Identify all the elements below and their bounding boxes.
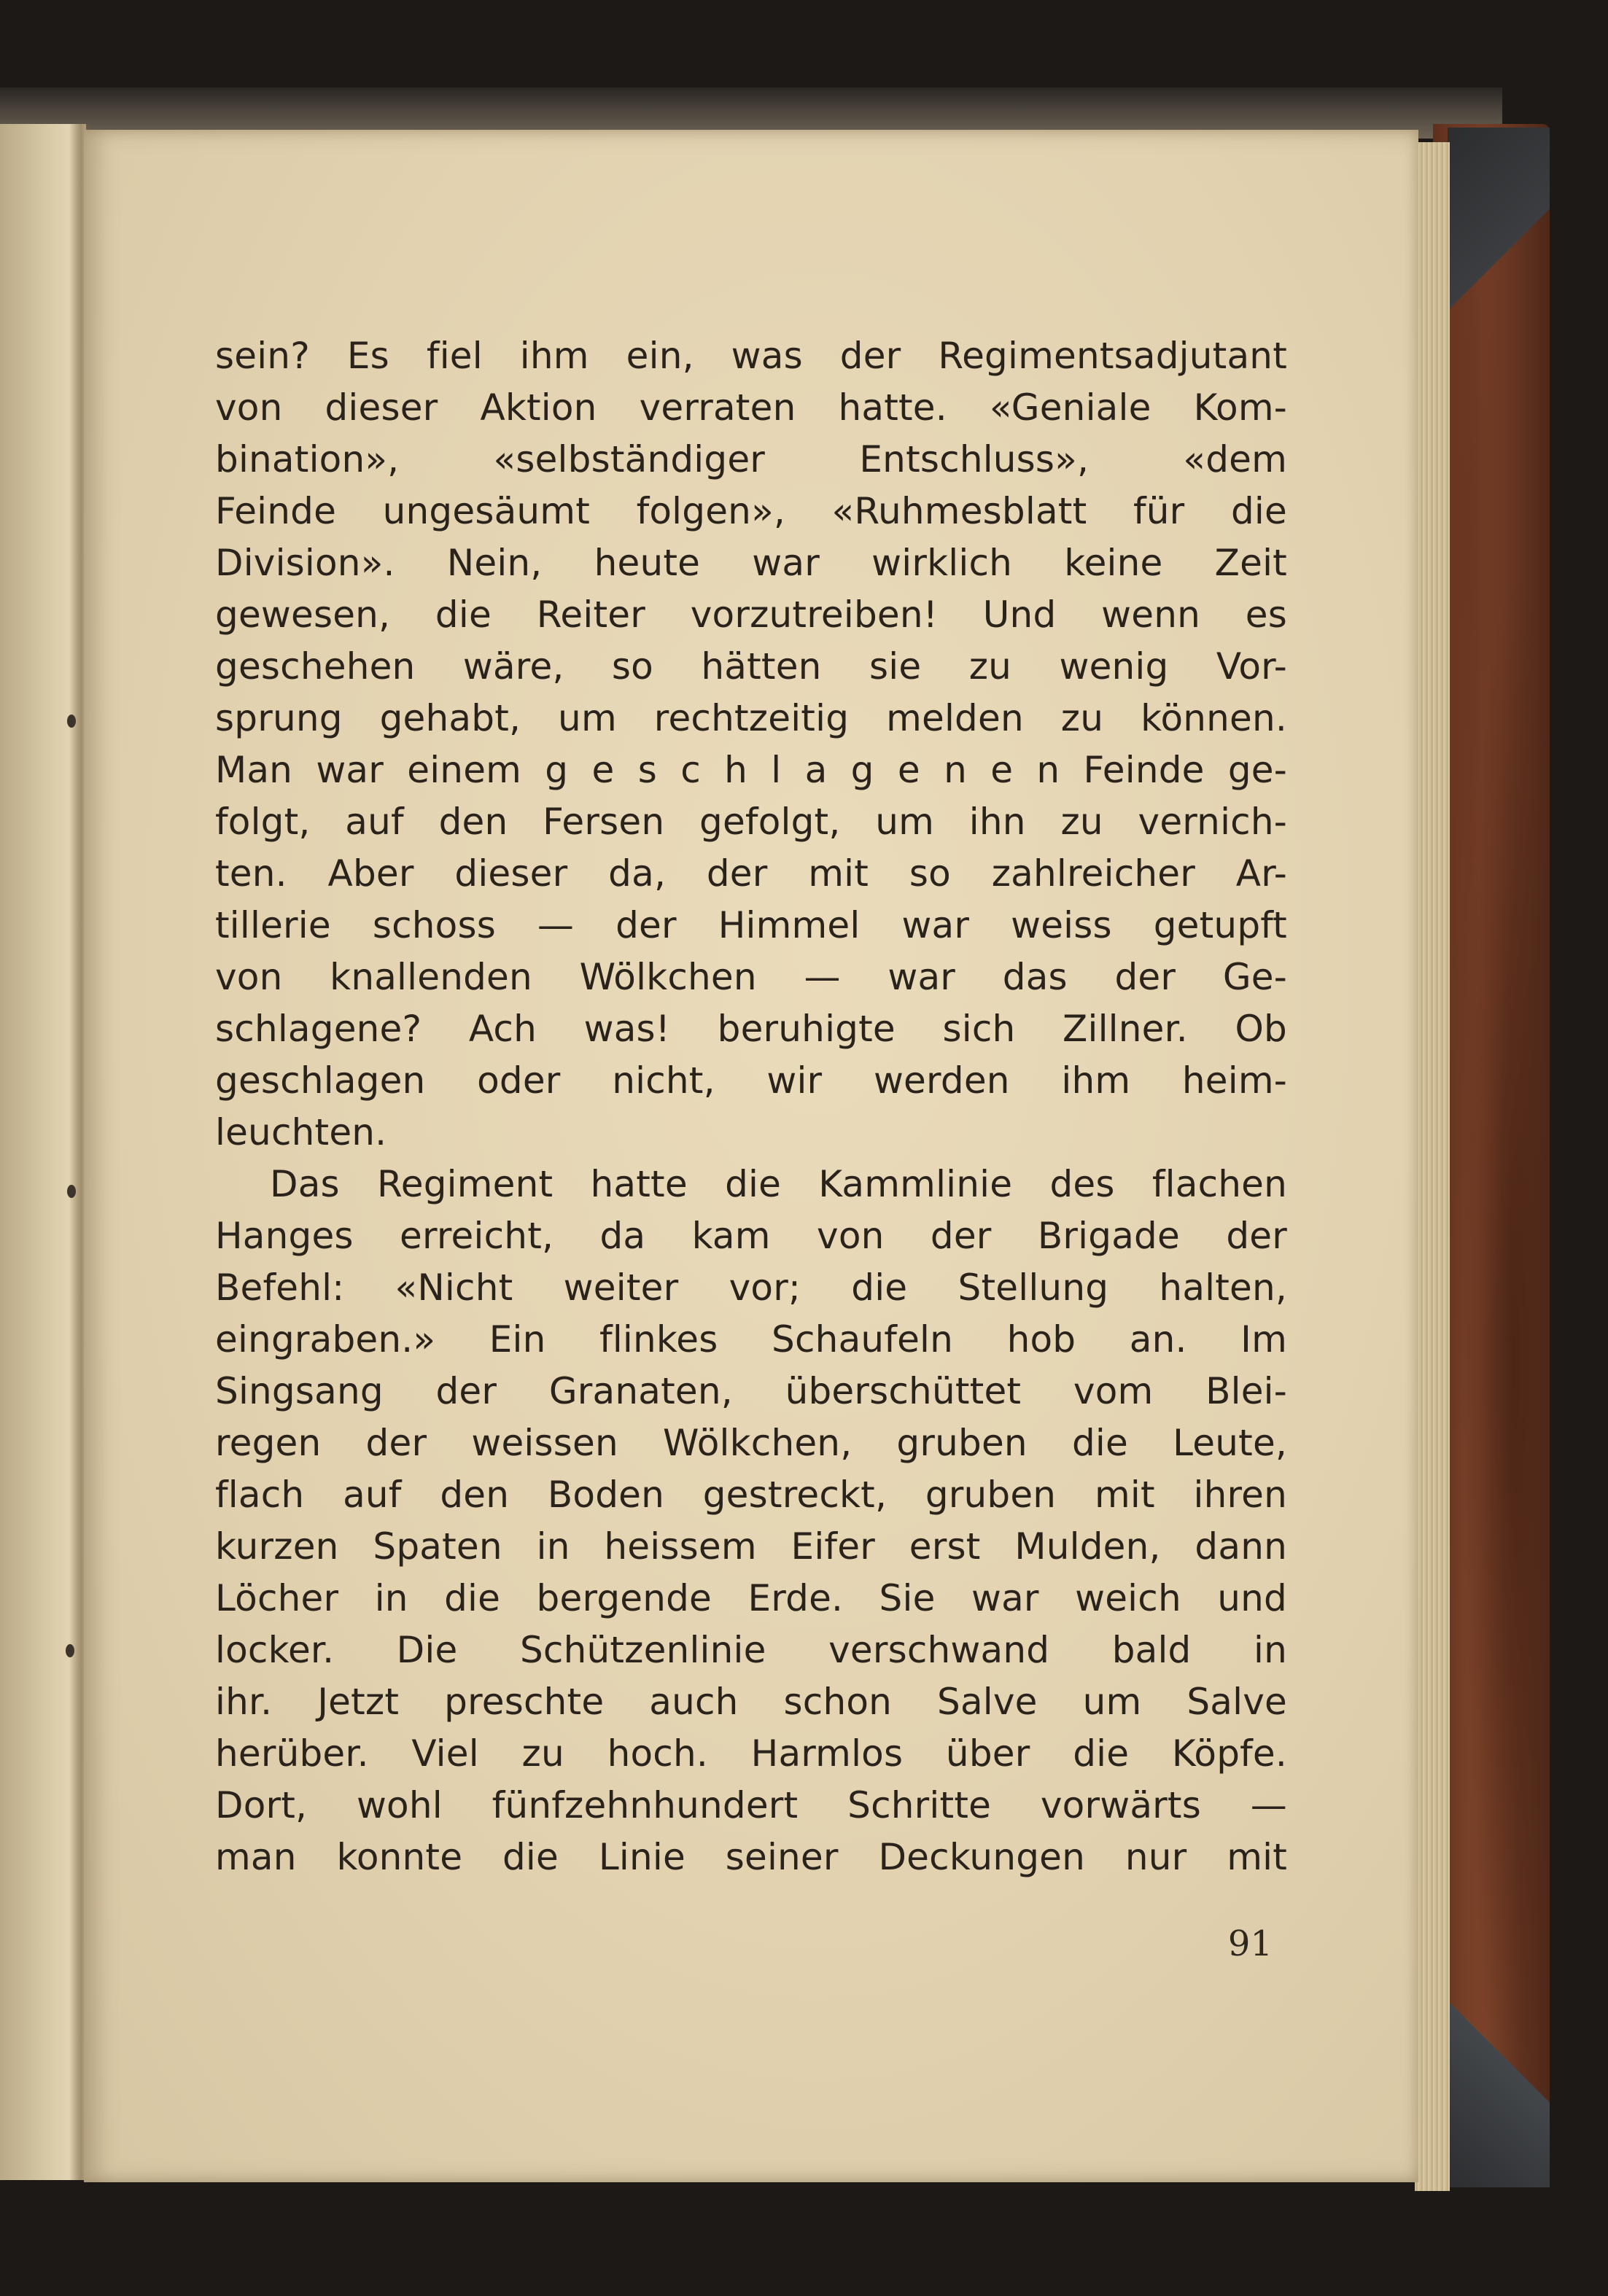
- text-line: von dieser Aktion verraten hatte. «Geniale Kom-: [215, 386, 1287, 429]
- text-line: Dort, wohl fünfzehnhundert Schritte vorwärts —: [215, 1784, 1287, 1826]
- binding-stitch: [67, 715, 76, 728]
- text-line: gewesen, die Reiter vorzutreiben! Und wenn es: [215, 594, 1287, 636]
- text-line: Division». Nein, heute war wirklich keine Zeit: [215, 542, 1287, 584]
- text-line: Singsang der Granaten, überschüttet vom Blei-: [215, 1370, 1287, 1412]
- text-line: regen der weissen Wölkchen, gruben die Leute,: [215, 1422, 1287, 1464]
- binding-stitch: [67, 1185, 76, 1198]
- text-line: ihr. Jetzt preschte auch schon Salve um Salve: [215, 1681, 1287, 1723]
- text-line: leuchten.: [215, 1111, 387, 1153]
- text-line: bination», «selbständiger Entschluss», «dem: [215, 438, 1287, 480]
- text-line: sein? Es fiel ihm ein, was der Regimentsadjutant: [215, 335, 1287, 377]
- text-line: von knallenden Wölkchen — war das der Ge-: [215, 956, 1287, 998]
- text-line: flach auf den Boden gestreckt, gruben mit ihren: [215, 1474, 1287, 1516]
- paragraph: [215, 330, 1287, 1159]
- text-line: Löcher in die bergende Erde. Sie war weich und: [215, 1577, 1287, 1619]
- book-page: [84, 130, 1418, 2182]
- text-line: sprung gehabt, um rechtzeitig melden zu können.: [215, 697, 1287, 739]
- text-line: Man war einem g e s c h l a g e n e n Feinde ge-: [215, 749, 1287, 791]
- page-text: [215, 330, 1287, 1883]
- text-line: folgt, auf den Fersen gefolgt, um ihn zu vernich-: [215, 801, 1287, 843]
- page-stack-edges: [1415, 142, 1450, 2191]
- text-line: tillerie schoss — der Himmel war weiss getupft: [215, 904, 1287, 946]
- text-line: Hanges erreicht, da kam von der Brigade der: [215, 1215, 1287, 1257]
- text-line: geschehen wäre, so hätten sie zu wenig Vor-: [215, 645, 1287, 688]
- text-line: herüber. Viel zu hoch. Harmlos über die Köpfe.: [215, 1732, 1287, 1775]
- text-line: man konnte die Linie seiner Deckungen nur mit: [215, 1836, 1287, 1878]
- text-line: eingraben.» Ein flinkes Schaufeln hob an. Im: [215, 1318, 1287, 1361]
- text-line: Das Regiment hatte die Kammlinie des flachen: [270, 1163, 1287, 1205]
- text-line: ten. Aber dieser da, der mit so zahlreicher Ar-: [215, 852, 1287, 895]
- text-line: geschlagen oder nicht, wir werden ihm heim-: [215, 1059, 1287, 1102]
- book-cover-edge: [1433, 124, 1550, 2187]
- cover-corner-bottom: [1440, 1910, 1550, 2187]
- page-number: 91: [1227, 1923, 1273, 1964]
- text-line: Befehl: «Nicht weiter vor; die Stellung halten,: [215, 1266, 1287, 1309]
- text-line: schlagene? Ach was! beruhigte sich Zillner. Ob: [215, 1008, 1287, 1050]
- text-line: Feinde ungesäumt folgen», «Ruhmesblatt für die: [215, 490, 1287, 532]
- cover-corner-top: [1448, 128, 1550, 390]
- text-line: kurzen Spaten in heissem Eifer erst Mulden, dann: [215, 1525, 1287, 1568]
- text-line: locker. Die Schützenlinie verschwand bald in: [215, 1629, 1287, 1671]
- binding-stitch: [66, 1644, 74, 1657]
- paragraph: [215, 1159, 1287, 1883]
